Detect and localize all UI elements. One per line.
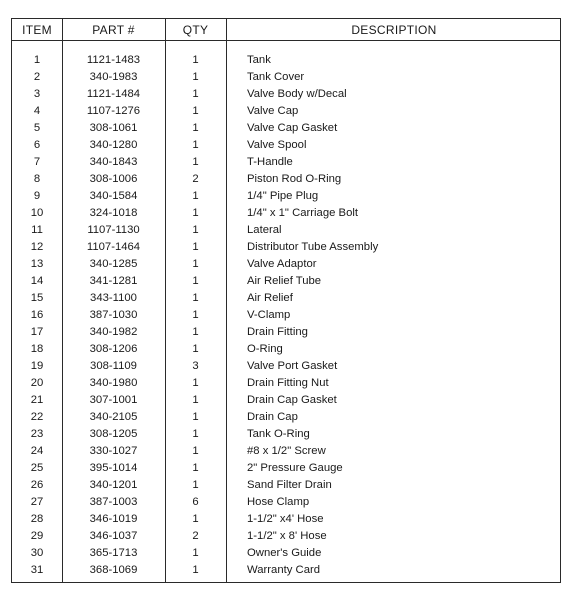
description: 2" Pressure Gauge: [247, 462, 343, 474]
quantity: 1: [192, 54, 199, 66]
part-number: 368-1069: [89, 564, 138, 576]
part-number: 340-1584: [89, 190, 138, 202]
item-number: 19: [30, 360, 44, 372]
part-number: 340-1843: [89, 156, 138, 168]
quantity: 1: [192, 428, 199, 440]
item-number: 14: [30, 275, 44, 287]
part-number: 340-1980: [89, 377, 138, 389]
table-row: [12, 290, 560, 307]
part-number: 365-1713: [89, 547, 138, 559]
description: 1/4" Pipe Plug: [247, 190, 319, 202]
item-number: 25: [30, 462, 44, 474]
quantity: 1: [192, 411, 199, 423]
item-number: 31: [30, 564, 44, 576]
part-number: 340-1982: [89, 326, 138, 338]
description: Warranty Card: [247, 564, 321, 576]
part-number: 308-1206: [89, 343, 138, 355]
part-number: 346-1019: [89, 513, 138, 525]
item-number: 18: [30, 343, 44, 355]
part-number: 308-1006: [89, 173, 138, 185]
quantity: 1: [192, 326, 199, 338]
quantity: 1: [192, 122, 199, 134]
quantity: 1: [192, 564, 199, 576]
part-number: 308-1061: [89, 122, 138, 134]
item-number: 12: [30, 241, 44, 253]
description: T-Handle: [247, 156, 293, 168]
table-row: [12, 545, 560, 562]
part-number: 387-1003: [89, 496, 138, 508]
item-number: 5: [33, 122, 41, 134]
table-row: [12, 341, 560, 358]
quantity: 1: [192, 71, 199, 83]
item-number: 16: [30, 309, 44, 321]
item-number: 20: [30, 377, 44, 389]
table-row: [12, 222, 560, 239]
table-row: [12, 358, 560, 375]
quantity: 1: [192, 190, 199, 202]
description: Air Relief Tube: [247, 275, 322, 287]
description: Drain Fitting Nut: [247, 377, 329, 389]
description: Drain Cap: [247, 411, 298, 423]
item-number: 28: [30, 513, 44, 525]
quantity: 1: [192, 241, 199, 253]
part-number: 1107-1276: [86, 105, 141, 117]
description: O-Ring: [247, 343, 283, 355]
quantity: 1: [192, 292, 199, 304]
description: Sand Filter Drain: [247, 479, 332, 491]
quantity: 1: [192, 343, 199, 355]
part-number: 346-1037: [89, 530, 138, 542]
table-row: [12, 511, 560, 528]
description: Air Relief: [247, 292, 293, 304]
part-number: 1107-1130: [87, 224, 140, 236]
item-number: 26: [30, 479, 44, 491]
quantity: 1: [192, 479, 199, 491]
description: 1-1/2" x 8' Hose: [247, 530, 327, 542]
table-row: [12, 392, 560, 409]
part-number: 324-1018: [89, 207, 138, 219]
table-row: [12, 103, 560, 120]
quantity: 1: [192, 258, 199, 270]
item-number: 23: [30, 428, 44, 440]
table-row: [12, 426, 560, 443]
item-number: 1: [33, 54, 41, 66]
part-number: 387-1030: [89, 309, 138, 321]
description: Owner's Guide: [247, 547, 322, 559]
quantity: 1: [192, 445, 199, 457]
item-number: 15: [30, 292, 44, 304]
part-number: 341-1281: [89, 275, 138, 287]
description: Piston Rod O-Ring: [247, 173, 342, 185]
item-number: 6: [33, 139, 41, 151]
table-row: [12, 528, 560, 545]
part-number: 395-1014: [89, 462, 138, 474]
part-number: 308-1109: [90, 360, 137, 372]
item-number: 30: [30, 547, 44, 559]
quantity: 1: [192, 275, 199, 287]
table-row: [12, 69, 560, 86]
table-row: [12, 443, 560, 460]
quantity: 1: [192, 207, 199, 219]
item-number: 7: [33, 156, 41, 168]
quantity: 3: [192, 360, 199, 372]
table-row: [12, 324, 560, 341]
description: V-Clamp: [247, 309, 291, 321]
table-row: [12, 137, 560, 154]
description: Drain Cap Gasket: [247, 394, 337, 406]
description: Tank: [247, 54, 271, 66]
item-number: 17: [30, 326, 44, 338]
part-number: 1121-1484: [86, 88, 141, 100]
table-row: [12, 239, 560, 256]
description: Valve Adaptor: [247, 258, 317, 270]
table-row: [12, 86, 560, 103]
table-row: [12, 562, 560, 579]
parts-list-table: [11, 18, 561, 583]
table-row: [12, 256, 560, 273]
table-row: [12, 205, 560, 222]
description: 1/4" x 1" Carriage Bolt: [247, 207, 358, 219]
table-row: [12, 188, 560, 205]
quantity: 2: [192, 530, 199, 542]
table-row: [12, 273, 560, 290]
description: Valve Spool: [247, 139, 307, 151]
item-number: 22: [30, 411, 44, 423]
quantity: 6: [192, 496, 199, 508]
description: 1-1/2" x4' Hose: [247, 513, 324, 525]
item-number: 4: [33, 105, 41, 117]
part-number: 340-1280: [89, 139, 138, 151]
description: Valve Body w/Decal: [247, 88, 347, 100]
part-number: 1121-1483: [86, 54, 141, 66]
part-number: 343-1100: [90, 292, 137, 304]
header-item: ITEM: [22, 23, 52, 37]
header-divider: [12, 40, 560, 41]
description: Valve Cap Gasket: [247, 122, 338, 134]
quantity: 1: [192, 309, 199, 321]
header-description: DESCRIPTION: [351, 23, 437, 37]
header-part-number: PART #: [92, 23, 135, 37]
description: Drain Fitting: [247, 326, 308, 338]
table-row: [12, 494, 560, 511]
part-number: 307-1001: [89, 394, 138, 406]
part-number: 1107-1464: [86, 241, 141, 253]
item-number: 3: [33, 88, 41, 100]
part-number: 330-1027: [89, 445, 138, 457]
quantity: 1: [192, 547, 199, 559]
quantity: 1: [192, 105, 199, 117]
quantity: 1: [192, 513, 199, 525]
description: Tank Cover: [247, 71, 305, 83]
table-row: [12, 307, 560, 324]
quantity: 1: [192, 88, 199, 100]
item-number: 13: [30, 258, 44, 270]
table-row: [12, 52, 560, 69]
description: Distributor Tube Assembly: [247, 241, 379, 253]
item-number: 8: [33, 173, 41, 185]
part-number: 340-1201: [89, 479, 138, 491]
table-row: [12, 460, 560, 477]
quantity: 1: [192, 394, 199, 406]
quantity: 1: [192, 156, 199, 168]
part-number: 340-2105: [89, 411, 138, 423]
part-number: 340-1983: [89, 71, 138, 83]
table-body: [12, 52, 560, 579]
table-row: [12, 171, 560, 188]
quantity: 2: [192, 173, 199, 185]
item-number: 9: [33, 190, 41, 202]
item-number: 24: [30, 445, 44, 457]
part-number: 340-1285: [89, 258, 138, 270]
description: Valve Port Gasket: [247, 360, 338, 372]
item-number: 29: [30, 530, 44, 542]
part-number: 308-1205: [89, 428, 138, 440]
item-number: 2: [33, 71, 41, 83]
quantity: 1: [192, 377, 199, 389]
table-row: [12, 409, 560, 426]
quantity: 1: [192, 224, 199, 236]
item-number: 27: [30, 496, 44, 508]
table-row: [12, 375, 560, 392]
description: Valve Cap: [247, 105, 299, 117]
item-number: 10: [30, 207, 44, 219]
table-row: [12, 477, 560, 494]
description: Hose Clamp: [247, 496, 310, 508]
table-row: [12, 154, 560, 171]
item-number: 11: [31, 224, 43, 236]
description: Tank O-Ring: [247, 428, 310, 440]
quantity: 1: [192, 462, 199, 474]
quantity: 1: [192, 139, 199, 151]
description: Lateral: [247, 224, 282, 236]
table-row: [12, 120, 560, 137]
item-number: 21: [30, 394, 44, 406]
header-quantity: QTY: [182, 23, 209, 37]
description: #8 x 1/2" Screw: [247, 445, 326, 457]
